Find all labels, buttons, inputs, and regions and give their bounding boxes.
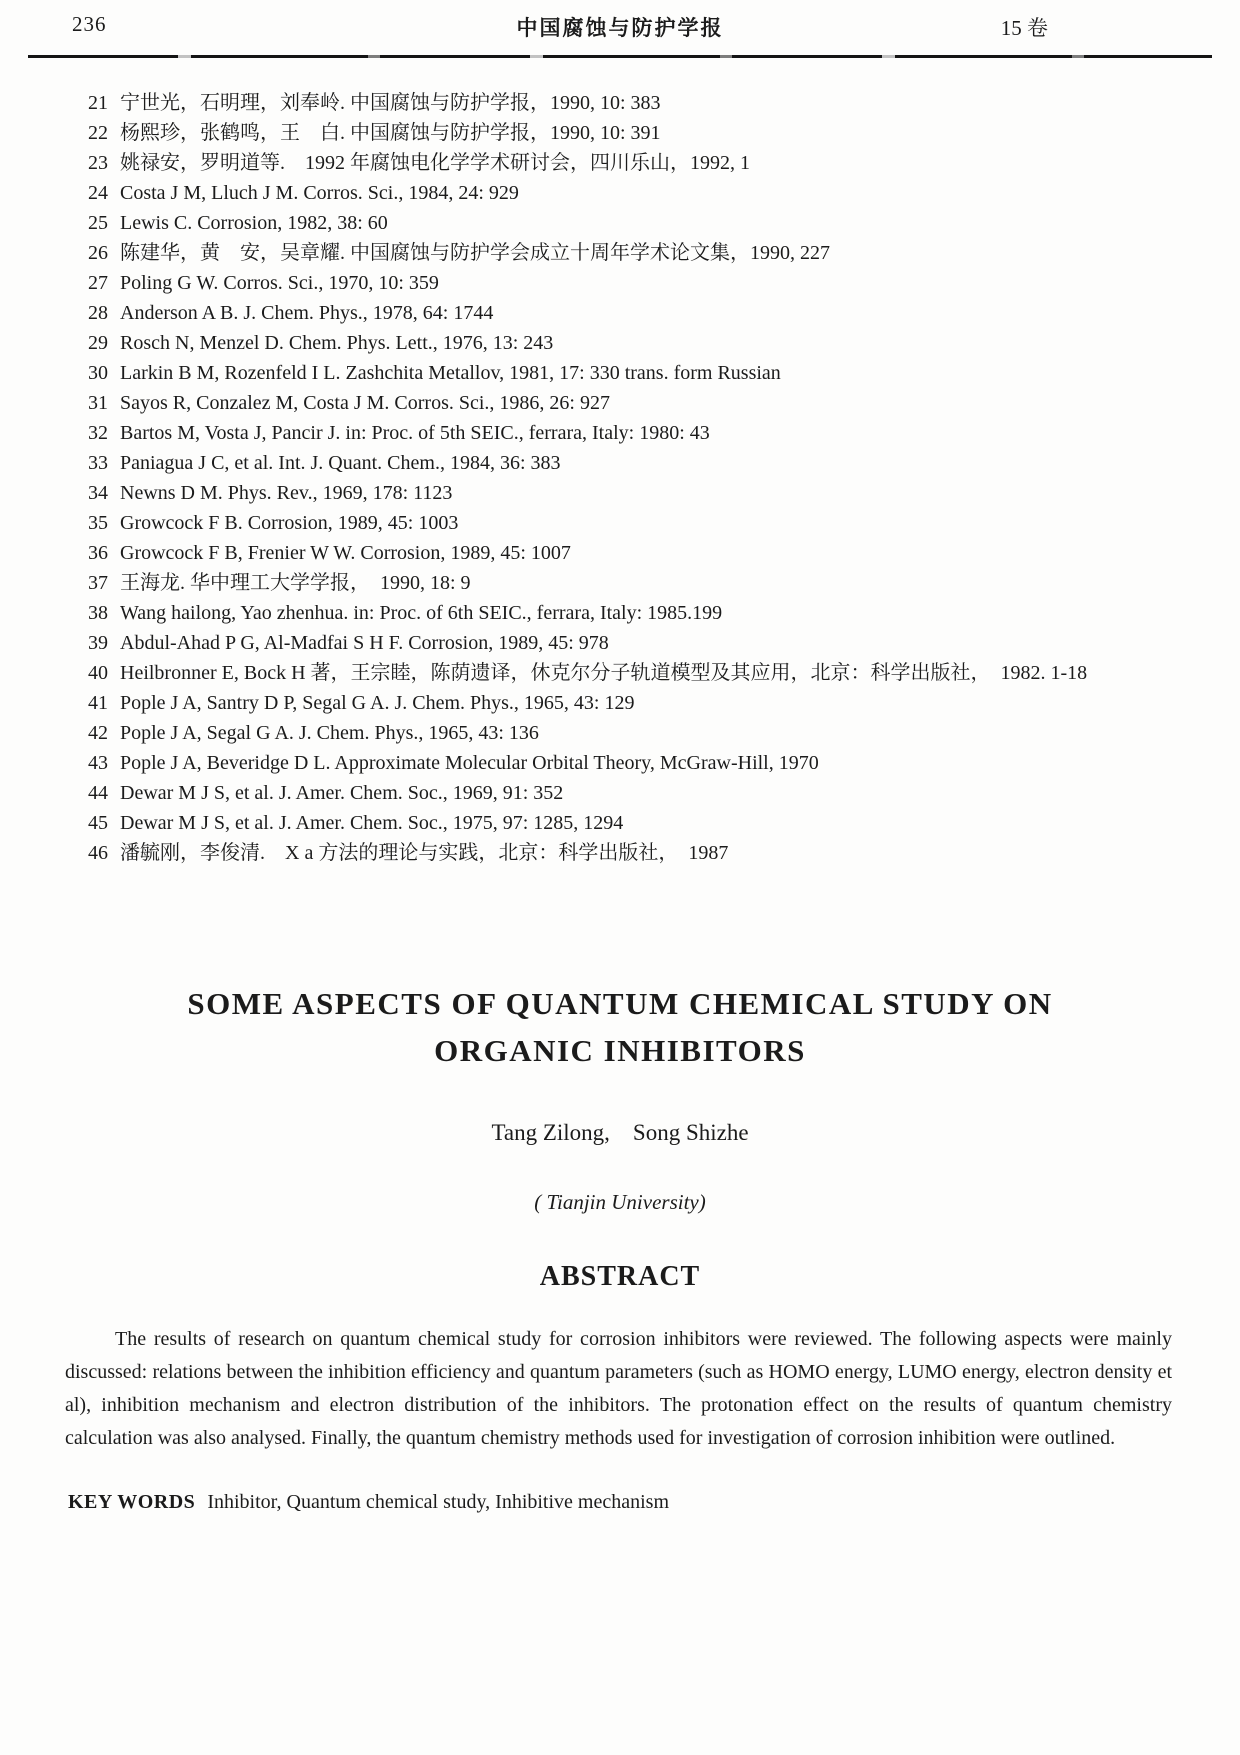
abstract-text: The results of research on quantum chemical study for corrosion inhibitors were reviewed. The following aspects were mainly discussed: relations between the inhibition efficiency and quantum parameters (such as HOMO energy, LUMO energy, electron density et al), inhibition mechanism and electron distribution of the inhibitors. The protonation effect on the results of quantum chemistry calculation was also analysed. Finally, the quantum chemistry methods used for investigation of corrosion inhibition were outlined.	[65, 1328, 1172, 1449]
reference-item	[88, 328, 1180, 358]
reference-number: 37	[88, 572, 108, 594]
reference-number: 28	[88, 302, 108, 324]
reference-text: Bartos M, Vosta J, Pancir J. in: Proc. of 5th SEIC., ferrara, Italy: 1980: 43	[120, 422, 710, 444]
keywords-text: Inhibitor, Quantum chemical study, Inhibitive mechanism	[207, 1491, 670, 1513]
article-title	[100, 980, 1140, 1074]
reference-text: Dewar M J S, et al. J. Amer. Chem. Soc., 1975, 97: 1285, 1294	[120, 812, 624, 834]
reference-text: Larkin B M, Rozenfeld I L. Zashchita Metallov, 1981, 17: 330 trans. form Russian	[120, 362, 781, 384]
reference-text: 宁世光，石明理，刘奉岭. 中国腐蚀与防护学报，1990, 10: 383	[120, 92, 661, 114]
reference-number: 21	[88, 92, 108, 114]
reference-item	[88, 538, 1180, 568]
reference-item	[88, 268, 1180, 298]
reference-text: Growcock F B. Corrosion, 1989, 45: 1003	[120, 512, 459, 534]
reference-item	[88, 748, 1180, 778]
reference-item	[88, 88, 1180, 118]
abstract-heading: ABSTRACT	[539, 1261, 701, 1292]
reference-item	[88, 238, 1180, 268]
reference-item	[88, 478, 1180, 508]
reference-number: 43	[88, 752, 108, 774]
reference-text: Rosch N, Menzel D. Chem. Phys. Lett., 1976, 13: 243	[120, 332, 554, 354]
reference-text: Pople J A, Segal G A. J. Chem. Phys., 1965, 43: 136	[120, 722, 539, 744]
reference-number: 29	[88, 332, 108, 354]
reference-number: 42	[88, 722, 108, 744]
reference-item	[88, 688, 1180, 718]
running-head	[0, 0, 1240, 44]
keywords-label: KEY WORDS	[68, 1491, 196, 1513]
reference-number: 35	[88, 512, 108, 534]
reference-item	[88, 298, 1180, 328]
reference-item	[88, 658, 1180, 688]
reference-number: 41	[88, 692, 108, 714]
reference-text: Sayos R, Conzalez M, Costa J M. Corros. Sci., 1986, 26: 927	[120, 392, 610, 414]
reference-item	[88, 358, 1180, 388]
reference-item	[88, 778, 1180, 808]
reference-number: 38	[88, 602, 108, 624]
reference-text: Abdul-Ahad P G, Al-Madfai S H F. Corrosion, 1989, 45: 978	[120, 632, 609, 654]
affiliation: ( Tianjin University)	[534, 1190, 706, 1214]
page-number: 236	[72, 12, 107, 36]
reference-number: 46	[88, 842, 108, 864]
reference-text: 陈建华，黄 安，吴章耀. 中国腐蚀与防护学会成立十周年学术论文集，1990, 227	[120, 242, 830, 264]
authors: Tang Zilong, Song Shizhe	[491, 1120, 749, 1145]
reference-item	[88, 718, 1180, 748]
reference-number: 45	[88, 812, 108, 834]
journal-title: 中国腐蚀与防护学报	[516, 16, 724, 40]
article-title-line1: SOME ASPECTS OF QUANTUM CHEMICAL STUDY ON	[187, 986, 1053, 1021]
header-rule	[28, 54, 1212, 58]
reference-number: 32	[88, 422, 108, 444]
reference-list	[88, 88, 1180, 868]
reference-text: 姚禄安，罗明道等. 1992 年腐蚀电化学学术研讨会，四川乐山，1992, 1	[120, 152, 750, 174]
reference-item	[88, 208, 1180, 238]
reference-text: 杨熙珍，张鹤鸣，王 白. 中国腐蚀与防护学报，1990, 10: 391	[120, 122, 661, 144]
reference-item	[88, 808, 1180, 838]
reference-number: 24	[88, 182, 108, 204]
volume-label: 15 卷	[1000, 16, 1048, 40]
reference-number: 25	[88, 212, 108, 234]
reference-number: 34	[88, 482, 108, 504]
reference-number: 33	[88, 452, 108, 474]
reference-text: Anderson A B. J. Chem. Phys., 1978, 64: 1744	[120, 302, 494, 324]
article-title-line2: ORGANIC INHIBITORS	[434, 1033, 806, 1068]
reference-number: 39	[88, 632, 108, 654]
reference-item	[88, 448, 1180, 478]
reference-number: 23	[88, 152, 108, 174]
reference-text: Costa J M, Lluch J M. Corros. Sci., 1984, 24: 929	[120, 182, 519, 204]
reference-text: Heilbronner E, Bock H 著，王宗睦，陈荫遗译，休克尔分子轨道模型及其应用，北京：科学出版社， 1982. 1-18	[120, 662, 1088, 684]
reference-item	[88, 568, 1180, 598]
reference-number: 27	[88, 272, 108, 294]
reference-text: Newns D M. Phys. Rev., 1969, 178: 1123	[120, 482, 453, 504]
reference-item	[88, 388, 1180, 418]
reference-item	[88, 598, 1180, 628]
reference-number: 44	[88, 782, 108, 804]
reference-item	[88, 418, 1180, 448]
keywords-line	[68, 1491, 1172, 1514]
reference-text: Growcock F B, Frenier W W. Corrosion, 1989, 45: 1007	[120, 542, 571, 564]
reference-item	[88, 628, 1180, 658]
reference-text: Paniagua J C, et al. Int. J. Quant. Chem., 1984, 36: 383	[120, 452, 561, 474]
reference-text: Wang hailong, Yao zhenhua. in: Proc. of 6th SEIC., ferrara, Italy: 1985.199	[120, 602, 723, 624]
reference-text: Pople J A, Santry D P, Segal G A. J. Chem. Phys., 1965, 43: 129	[120, 692, 635, 714]
reference-text: Lewis C. Corrosion, 1982, 38: 60	[120, 212, 388, 234]
reference-text: Poling G W. Corros. Sci., 1970, 10: 359	[120, 272, 439, 294]
reference-number: 30	[88, 362, 108, 384]
reference-number: 22	[88, 122, 108, 144]
reference-text: 王海龙. 华中理工大学学报， 1990, 18: 9	[120, 572, 471, 594]
reference-item	[88, 148, 1180, 178]
reference-item	[88, 508, 1180, 538]
reference-item	[88, 118, 1180, 148]
reference-item	[88, 838, 1180, 868]
reference-text: Pople J A, Beveridge D L. Approximate Molecular Orbital Theory, McGraw-Hill, 1970	[120, 752, 819, 774]
reference-number: 31	[88, 392, 108, 414]
reference-item	[88, 178, 1180, 208]
reference-number: 40	[88, 662, 108, 684]
reference-number: 36	[88, 542, 108, 564]
reference-text: Dewar M J S, et al. J. Amer. Chem. Soc., 1969, 91: 352	[120, 782, 564, 804]
reference-number: 26	[88, 242, 108, 264]
reference-text: 潘毓刚，李俊清. X a 方法的理论与实践，北京：科学出版社， 1987	[120, 842, 729, 864]
